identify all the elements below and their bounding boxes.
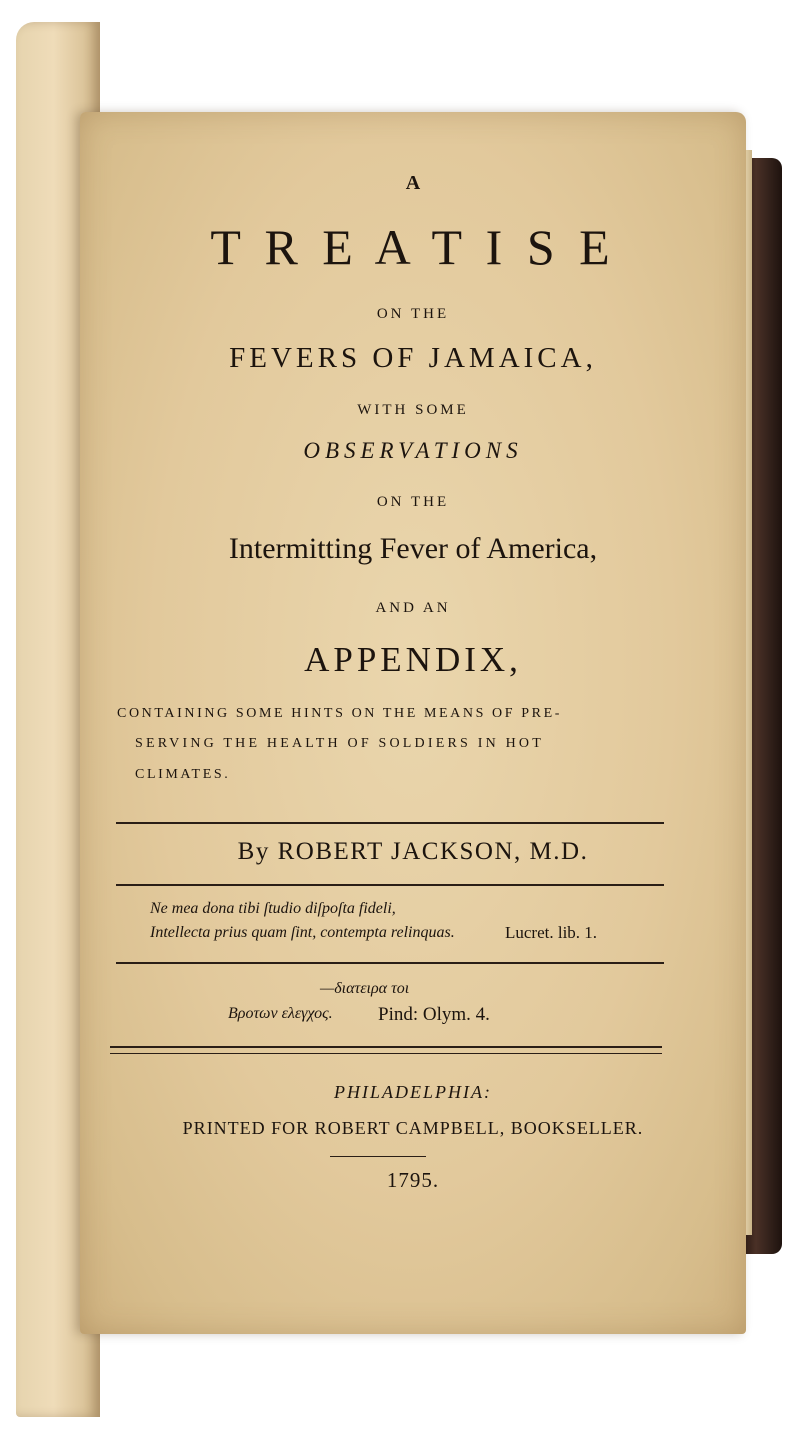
on-the-line-2: ON THE <box>376 494 450 510</box>
rule-3 <box>116 962 664 964</box>
rule-2 <box>116 884 664 886</box>
author-line: By ROBERT JACKSON, M.D. <box>237 838 589 865</box>
rule-4b <box>110 1053 662 1054</box>
with-some-line: WITH SOME <box>357 402 469 418</box>
greek-epigraph-line-2: Βροτων ελεγχος. <box>228 1005 333 1022</box>
latin-citation: Lucret. lib. 1. <box>505 923 598 942</box>
on-the-line-1: ON THE <box>376 306 450 322</box>
containing-line-1: CONTAINING SOME HINTS ON THE MEANS OF PRE- <box>117 706 562 721</box>
short-rule <box>330 1156 426 1157</box>
title-treatise: T R E A T I S E <box>210 219 616 275</box>
greek-epigraph-line-1: —διατειρα τοι <box>320 980 410 997</box>
title-article: A <box>405 172 421 194</box>
latin-epigraph-line-2: Intellecta prius quam ſint, contempta relinquas. <box>150 924 455 941</box>
printer-line: PRINTED FOR ROBERT CAMPBELL, BOOKSELLER. <box>182 1118 644 1138</box>
fevers-line: FEVERS OF JAMAICA, <box>229 342 597 374</box>
title-page <box>80 112 746 1334</box>
observations-line: OBSERVATIONS <box>303 438 523 463</box>
containing-line-2: SERVING THE HEALTH OF SOLDIERS IN HOT <box>135 736 544 751</box>
containing-line-3: CLIMATES. <box>135 767 231 782</box>
publication-year: 1795. <box>386 1168 440 1192</box>
latin-epigraph-line-1: Ne mea dona tibi ſtudio diſpoſta fideli, <box>150 900 396 917</box>
greek-citation: Pind: Olym. 4. <box>378 1004 490 1025</box>
appendix-line: APPENDIX, <box>304 640 522 679</box>
place-of-publication: PHILADELPHIA: <box>334 1082 492 1102</box>
intermitting-fever-line: Intermitting Fever of America, <box>228 532 598 565</box>
and-an-line: AND AN <box>375 600 451 616</box>
rule-1 <box>116 822 664 824</box>
rule-4a <box>110 1046 662 1048</box>
